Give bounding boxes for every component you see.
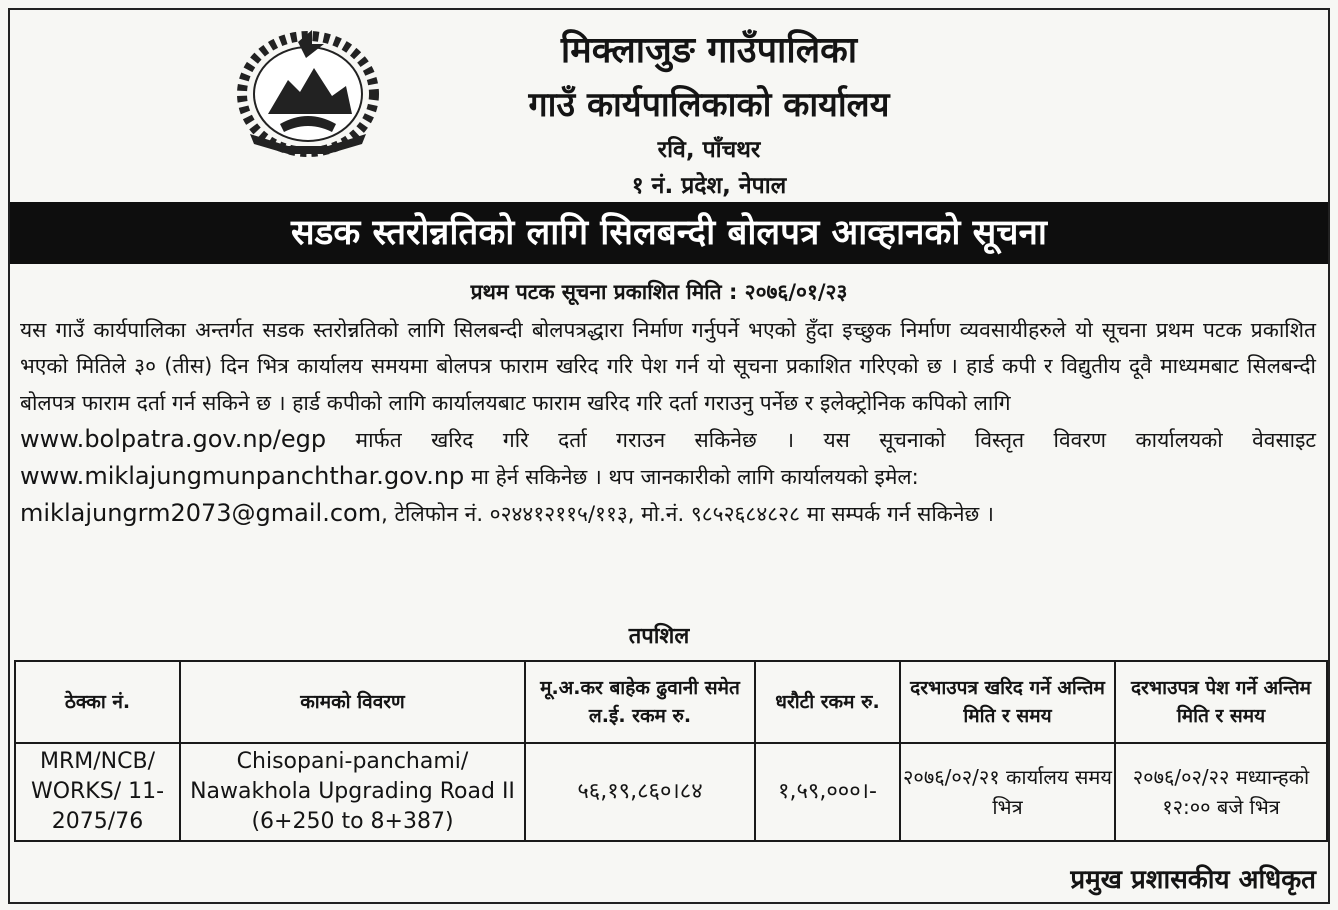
cell-submit-deadline: २०७६/०२/२२ मध्यान्हको १२:०० बजे भित्र — [1115, 743, 1327, 841]
notice-title-banner: सडक स्तरोन्नतिको लागि सिलबन्दी बोलपत्र आव्हानको सूचना — [10, 202, 1328, 264]
office-location: रवि, पाँचथर — [657, 137, 761, 163]
table-caption: तपशिल — [628, 624, 690, 649]
cell-deposit: १,५९,०००।- — [755, 743, 900, 841]
body-text-1: यस गाउँ कार्यपालिका अन्तर्गत सडक स्तरोन्नतिको लागि सिलबन्दी बोलपत्रद्धारा निर्माण गर्नुपर्ने भएको हुँदा इच्छुक निर्माण व्यवसायीहरुले यो सूचना प्रथम पटक प्रकाशित भएको मितिले ३० (तीस) दिन भित्र कार्यालय समयमा बोलपत्र फाराम खरिद गरि पेश गर्न यो सूचना प्रकाशित गरिएको छ । हार्ड कपी र विद्युतीय दूवै माध्यमबाट सिलबन्दी बोलपत्र फाराम दर्ता गर्न सकिने छ । हार्ड कपीको लागि कार्यालयबाट फाराम खरिद गरि दर्ता गराउनु पर्नेछ र इलेक्ट्रोनिक कपिको लागि — [20, 318, 1316, 415]
website-link[interactable]: www.miklajungmunpanchthar.gov.np — [20, 462, 465, 491]
contract-table — [14, 660, 1328, 842]
cell-estimate: ५६,१९,८६०।८४ — [525, 743, 755, 841]
header-contract-no: ठेक्का नं. — [15, 661, 180, 743]
header-purchase-deadline: दरभाउपत्र खरिद गर्ने अन्तिम मिति र समय — [900, 661, 1115, 743]
notice-body — [20, 312, 1316, 533]
cell-description: Chisopani-panchami/ Nawakhola Upgrading Road II (6+250 to 8+387) — [180, 743, 525, 841]
body-text-4: , टेलिफोन नं. ०२४४१२११५/११३, मो.नं. ९८५२६८४८२८ मा सम्पर्क गर्न सकिनेछ । — [381, 502, 994, 527]
publish-date: प्रथम पटक सूचना प्रकाशित मिति : २०७६/०१/२३ — [470, 280, 848, 304]
cell-contract-no: MRM/NCB/ WORKS/ 11-2075/76 — [15, 743, 180, 841]
province-country: १ नं. प्रदेश, नेपाल — [631, 173, 787, 199]
header-estimate: मू.अ.कर बाहेक ढुवानी समेत ल.ई. रकम रु. — [525, 661, 755, 743]
signatory: प्रमुख प्रशासकीय अधिकृत — [1070, 865, 1316, 895]
egp-link[interactable]: www.bolpatra.gov.np/egp — [20, 424, 327, 453]
table-row — [15, 743, 1327, 841]
body-text-2: मार्फत खरिद गरि दर्ता गराउन सकिनेछ । यस सूचनाको विस्तृत विवरण कार्यालयको वेवसाइट — [326, 427, 1316, 452]
table-header-row — [15, 661, 1327, 743]
header-deposit: धरौटी रकम रु. — [755, 661, 900, 743]
header-submit-deadline: दरभाउपत्र पेश गर्ने अन्तिम मिति र समय — [1115, 661, 1327, 743]
municipality-name: मिक्लाजुङ गाउँपालिका — [560, 30, 858, 71]
email-link[interactable]: miklajungrm2073@gmail.com — [20, 499, 382, 528]
cell-purchase-deadline: २०७६/०२/२१ कार्यालय समय भित्र — [900, 743, 1115, 841]
body-text-3: मा हेर्न सकिनेछ । थप जानकारीको लागि कार्यालयको इमेल: — [464, 465, 919, 490]
office-name: गाउँ कार्यपालिकाको कार्यालय — [528, 85, 890, 125]
header-description: कामको विवरण — [180, 661, 525, 743]
